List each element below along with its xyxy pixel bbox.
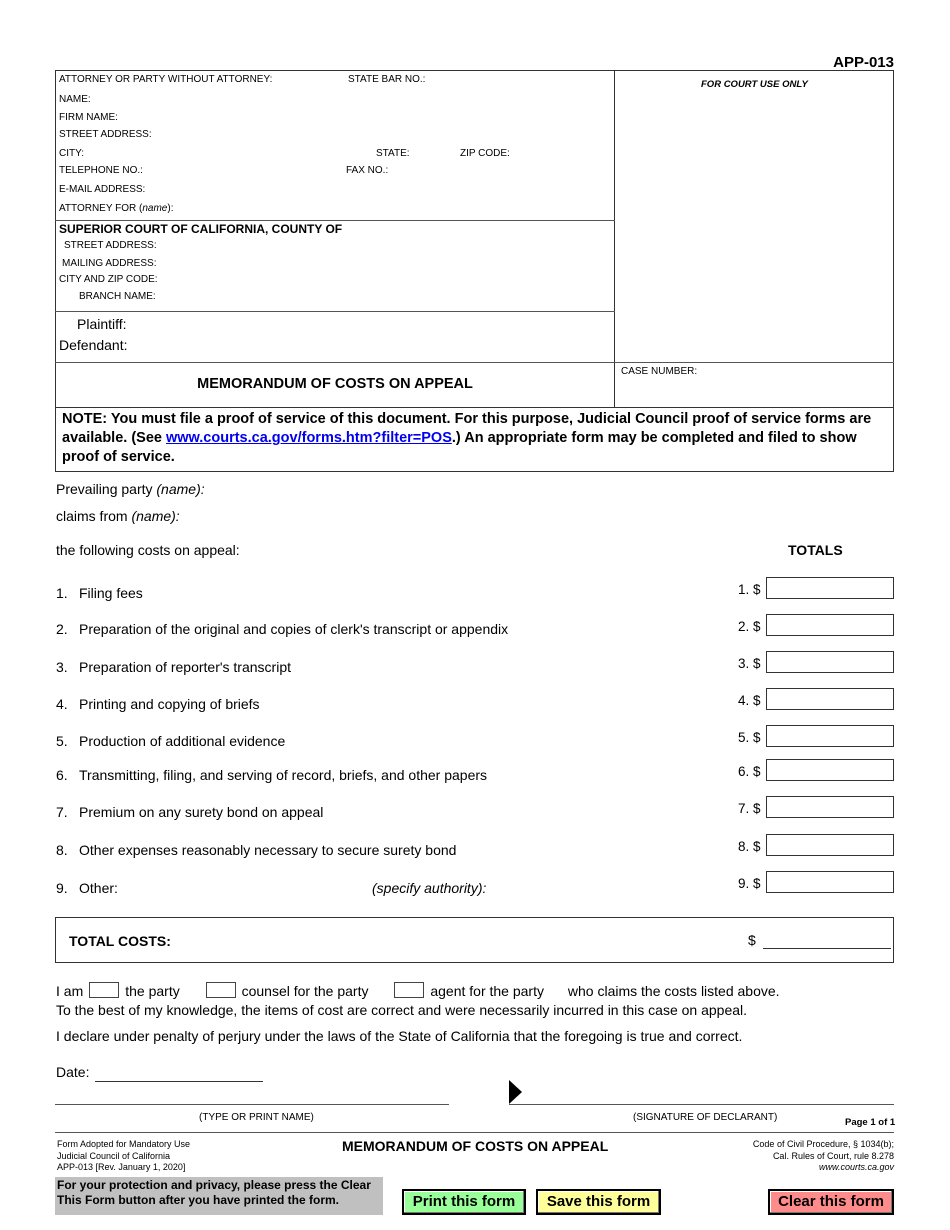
save-form-button[interactable]: Save this form [536, 1189, 661, 1215]
signature-input[interactable] [509, 1104, 894, 1105]
cost-item-1: 1. Filing fees [56, 585, 143, 601]
total-costs-label: TOTAL COSTS: [69, 933, 171, 949]
following-costs-label: the following costs on appeal: [56, 542, 240, 558]
amount-input-4[interactable] [766, 688, 894, 710]
plaintiff-label: Plaintiff: [77, 316, 127, 332]
prevailing-party-label: Prevailing party (name): [56, 481, 205, 497]
street-address-label: STREET ADDRESS: [59, 129, 152, 140]
agent-checkbox[interactable] [394, 982, 424, 998]
party-checkbox[interactable] [89, 982, 119, 998]
total-currency: $ [748, 932, 756, 948]
firm-name-label: FIRM NAME: [59, 112, 118, 123]
form-title: MEMORANDUM OF COSTS ON APPEAL [197, 376, 473, 392]
print-name-input[interactable] [55, 1104, 449, 1105]
amount-label-9: 9. $ [738, 876, 761, 891]
divider [55, 362, 894, 363]
divider [55, 220, 615, 221]
cost-item-7: 7. Premium on any surety bond on appeal [56, 804, 324, 820]
date-input[interactable] [95, 1081, 263, 1082]
name-label: NAME: [59, 94, 91, 105]
footer-divider [55, 1132, 894, 1133]
cost-item-4: 4. Printing and copying of briefs [56, 696, 260, 712]
fax-label: FAX NO.: [346, 165, 389, 176]
amount-label-6: 6. $ [738, 764, 761, 779]
court-city-zip-label: CITY AND ZIP CODE: [59, 274, 158, 285]
case-number-label: CASE NUMBER: [621, 366, 698, 377]
amount-input-5[interactable] [766, 725, 894, 747]
amount-input-9[interactable] [766, 871, 894, 893]
claims-from-label: claims from (name): [56, 508, 180, 524]
email-label: E-MAIL ADDRESS: [59, 184, 146, 195]
proof-of-service-note: NOTE: You must file a proof of service of this document. For this purpose, Judicial Council proof of service forms are available. (See www.courts.ca.gov/forms.htm?filter=POS.) An appropriate form may be completed and filed to show proof of service. [62, 411, 872, 465]
court-branch-label: BRANCH NAME: [79, 291, 156, 302]
court-use-label: FOR COURT USE ONLY [701, 79, 808, 90]
date-label: Date: [56, 1064, 90, 1080]
signature-caption: (SIGNATURE OF DECLARANT) [633, 1112, 778, 1123]
amount-input-8[interactable] [766, 834, 894, 856]
caption-divider [614, 70, 615, 408]
state-label: STATE: [376, 148, 410, 159]
cost-item-8: 8. Other expenses reasonably necessary to secure surety bond [56, 842, 457, 858]
amount-label-2: 2. $ [738, 619, 761, 634]
cost-item-6: 6. Transmitting, filing, and serving of record, briefs, and other papers [56, 767, 488, 783]
state-bar-label: STATE BAR NO.: [348, 74, 426, 85]
form-id: APP-013 [833, 54, 894, 71]
amount-input-3[interactable] [766, 651, 894, 673]
privacy-note: For your protection and privacy, please press the Clear This Form button after you have printed the form. [55, 1177, 383, 1215]
telephone-label: TELEPHONE NO.: [59, 165, 143, 176]
cost-item-2: 2. Preparation of the original and copies of clerk's transcript or appendix [56, 621, 509, 637]
page-number: Page 1 of 1 [845, 1117, 896, 1128]
specify-authority-hint: (specify authority): [372, 880, 487, 896]
footer-title: MEMORANDUM OF COSTS ON APPEAL [342, 1138, 609, 1154]
defendant-label: Defendant: [59, 337, 128, 353]
amount-label-4: 4. $ [738, 693, 761, 708]
total-costs-box [55, 917, 894, 963]
adoption-note: Form Adopted for Mandatory Use Judicial Council of California APP-013 [Rev. January 1, 2020] [57, 1139, 191, 1172]
amount-input-7[interactable] [766, 796, 894, 818]
court-street-label: STREET ADDRESS: [64, 240, 157, 251]
total-costs-input[interactable] [763, 948, 891, 949]
amount-input-1[interactable] [766, 577, 894, 599]
amount-label-1: 1. $ [738, 582, 761, 597]
cost-item-3: 3. Preparation of reporter's transcript [56, 659, 291, 675]
print-form-button[interactable]: Print this form [402, 1189, 526, 1215]
attorney-label: ATTORNEY OR PARTY WITHOUT ATTORNEY: [59, 74, 273, 85]
divider [55, 407, 894, 408]
court-title: SUPERIOR COURT OF CALIFORNIA, COUNTY OF [59, 222, 343, 236]
court-mailing-label: MAILING ADDRESS: [62, 258, 157, 269]
signature-arrow-icon [509, 1080, 522, 1104]
attorney-for-label: ATTORNEY FOR (name): [59, 203, 174, 214]
totals-header: TOTALS [788, 542, 843, 558]
counsel-checkbox[interactable] [206, 982, 236, 998]
clear-form-button[interactable]: Clear this form [768, 1189, 894, 1215]
amount-label-5: 5. $ [738, 730, 761, 745]
legal-citations: Code of Civil Procedure, § 1034(b); Cal. Rules of Court, rule 8.278 www.courts.ca.gov [752, 1139, 894, 1172]
amount-input-6[interactable] [766, 759, 894, 781]
print-name-caption: (TYPE OR PRINT NAME) [199, 1112, 314, 1123]
amount-input-2[interactable] [766, 614, 894, 636]
cost-item-9: 9. Other: [56, 880, 118, 896]
city-label: CITY: [59, 148, 85, 159]
zip-code-label: ZIP CODE: [460, 148, 510, 159]
amount-label-7: 7. $ [738, 801, 761, 816]
capacity-row: I am the party counsel for the party agent for the party who claims the costs listed above. [56, 983, 780, 999]
cost-item-5: 5. Production of additional evidence [56, 733, 286, 749]
amount-label-8: 8. $ [738, 839, 761, 854]
divider [55, 311, 615, 312]
perjury-statement: I declare under penalty of perjury under the laws of the State of California that the foregoing is true and correct. [56, 1028, 743, 1044]
knowledge-statement: To the best of my knowledge, the items of cost are correct and were necessarily incurred in this case on appeal. [56, 1002, 748, 1018]
amount-label-3: 3. $ [738, 656, 761, 671]
pos-forms-link[interactable]: www.courts.ca.gov/forms.htm?filter=POS [165, 430, 452, 446]
